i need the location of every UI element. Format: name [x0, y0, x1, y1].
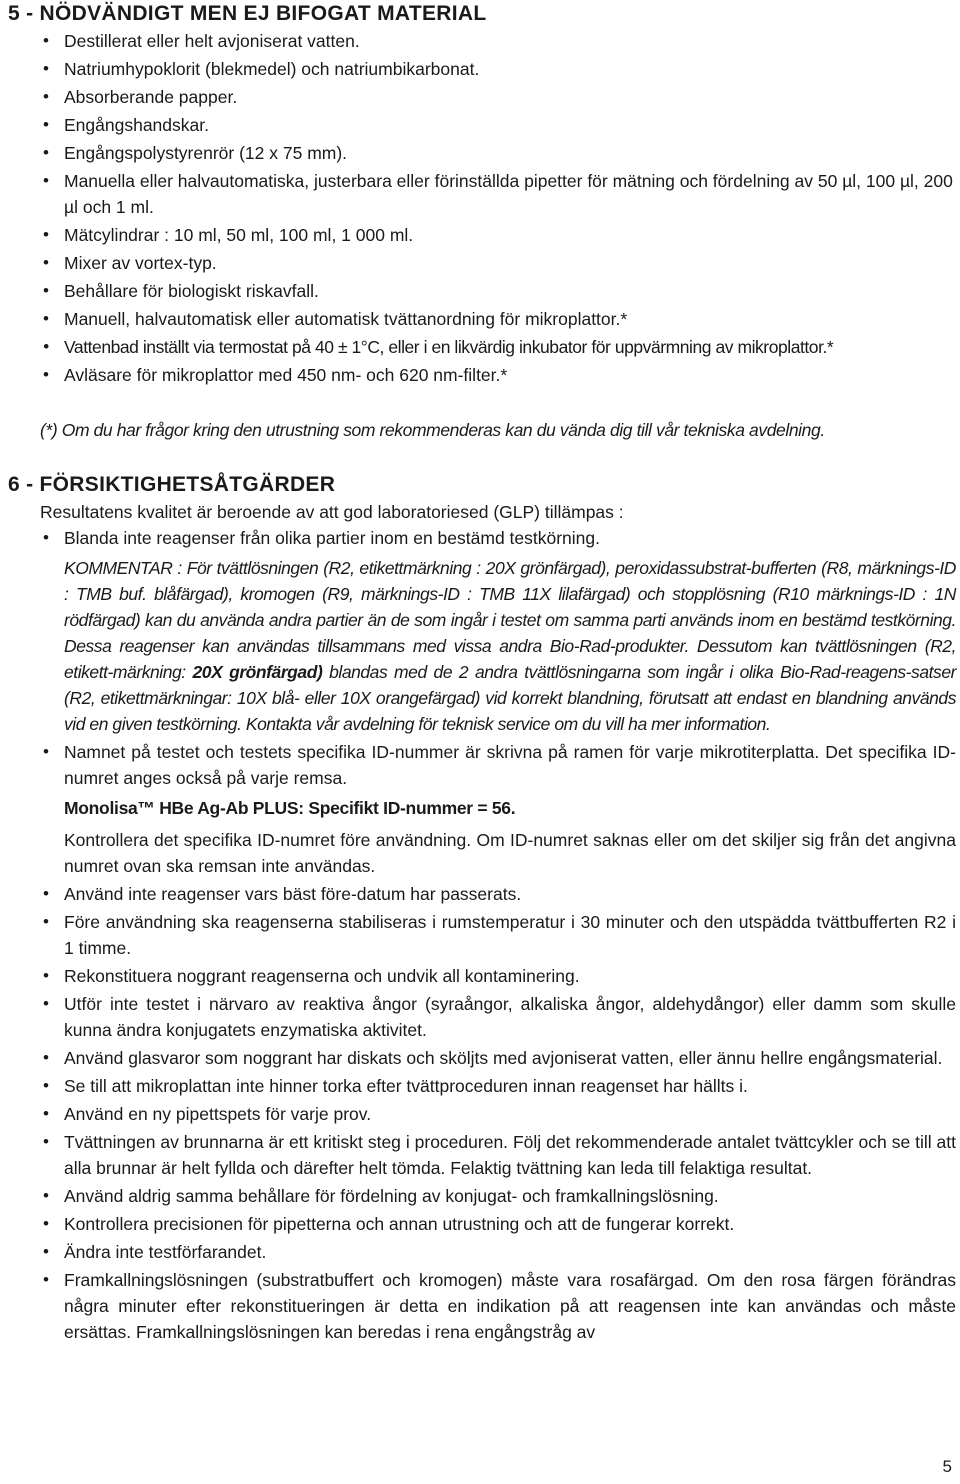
section-6-title: 6 - FÖRSIKTIGHETSÅTGÄRDER [8, 473, 336, 496]
section-6-list [0, 525, 958, 1347]
list-item: • Engångspolystyrenrör (12 x 75 mm). [0, 140, 958, 166]
list-item: • Använd glasvaror som noggrant har diskats och sköljts med avjoniserat vatten, eller ännu hellre engångsmaterial. [0, 1045, 958, 1071]
bullet-icon: • [43, 1242, 49, 1261]
bullet-icon: • [43, 1186, 49, 1205]
bullet-icon: • [43, 528, 49, 547]
bullet-icon: • [43, 884, 49, 903]
id-check-text: Kontrollera det specifika ID-numret före användning. Om ID-numret saknas eller om det skiljer sig från det angivna numret ovan ska remsan inte användas. [64, 830, 956, 876]
list-item: • Vattenbad inställt via termostat på 40 ± 1°C, eller i en likvärdig inkubator för uppvärmning av mikroplattor.* [0, 334, 958, 360]
list-item: • Engångshandskar. [0, 112, 958, 138]
bullet-icon: • [43, 966, 49, 985]
list-item: • Avläsare för mikroplattor med 450 nm- och 620 nm-filter.* [0, 362, 958, 388]
bullet-icon: • [43, 59, 49, 78]
list-item: • Namnet på testet och testets specifika ID-nummer är skrivna på ramen för varje mikrotiterplatta. Det specifika ID-numret anges också på varje remsa. Monolisa™ HBe Ag-Ab PLUS: Specifikt ID-nummer = 56. Kontrollera det specifika ID-numret före användning. Om ID-numret saknas eller om det skiljer sig från det angivna numret ovan ska remsan inte användas. [0, 739, 958, 879]
bullet-icon: • [43, 337, 49, 356]
bullet-icon: • [43, 365, 49, 384]
list-item: • Tvättningen av brunnarna är ett kritiskt steg i proceduren. Följ det rekommenderade antalet tvättcykler och se till att alla brunnar är helt fyllda och därefter helt tömda. Felaktig tvättning kan leda till felaktiga resultat. [0, 1129, 958, 1181]
bullet-icon: • [43, 309, 49, 328]
bullet-icon: • [43, 994, 49, 1013]
bullet-icon: • [43, 115, 49, 134]
list-item: • Mixer av vortex-typ. [0, 250, 958, 276]
bullet-icon: • [43, 281, 49, 300]
bullet-icon: • [43, 31, 49, 50]
list-item: • Blanda inte reagenser från olika partier inom en bestämd testkörning. KOMMENTAR : För tvättlösningen (R2, etikettmärkning : 20X grönfärgad), peroxidassubstrat-bufferten (R8, märknings-ID : TMB buf. blåfärgad), kromogen (R9, märknings-ID : TMB 11X lilafärgad) och stopplösning (R10 märknings-ID : 1N rödfärgad) kan du använda andra partier än de som ingår i testet om samma parti används inom en bestämd testkörning. Dessa reagenser kan användas tillsammans med vissa andra Bio-Rad-produkter. Dessutom kan tvättlösningen (R2, etikett-märkning: 20X grönfärgad) blandas med de 2 andra tvättlösningarna som ingår i olika Bio-Rad-reagens-satser (R2, etikettmärkningar: 10X blå- eller 10X orangefärgad) vid korrekt blandning, förutsatt att endast en blandning används vid en given testkörning. Kontakta vår avdelning för teknisk service om du vill ha mer information. [0, 525, 958, 737]
section-5-title: 5 - NÖDVÄNDIGT MEN EJ BIFOGAT MATERIAL [8, 2, 487, 25]
list-item: • Absorberande papper. [0, 84, 958, 110]
section-5-list [0, 28, 958, 390]
list-item: • Manuell, halvautomatisk eller automatisk tvättanordning för mikroplattor.* [0, 306, 958, 332]
list-item: • Se till att mikroplattan inte hinner torka efter tvättproceduren innan reagenset har hällts i. [0, 1073, 958, 1099]
list-item: • Rekonstituera noggrant reagenserna och undvik all kontaminering. [0, 963, 958, 989]
bullet-icon: • [43, 143, 49, 162]
section-6-intro: Resultatens kvalitet är beroende av att god laboratoriesed (GLP) tillämpas : [40, 502, 624, 522]
bullet-icon: • [43, 87, 49, 106]
comment-emphasis: 20X grönfärgad) [192, 662, 323, 682]
bullet-icon: • [43, 1048, 49, 1067]
bullet-icon: • [43, 1270, 49, 1289]
list-item: • Manuella eller halvautomatiska, justerbara eller förinställda pipetter för mätning och fördelning av 50 µl, 100 µl, 200 µl och 1 ml. [0, 168, 958, 220]
list-item: • Behållare för biologiskt riskavfall. [0, 278, 958, 304]
bullet-icon: • [43, 225, 49, 244]
page-number: 5 [942, 1457, 952, 1476]
bullet-icon: • [43, 1132, 49, 1151]
list-item: • Använd inte reagenser vars bäst före-datum har passerats. [0, 881, 958, 907]
list-item: • Kontrollera precisionen för pipetterna och annan utrustning och att de fungerar korrekt. [0, 1211, 958, 1237]
equipment-footnote: (*) Om du har frågor kring den utrustning som rekommenderas kan du vända dig till vår tekniska avdelning. [40, 420, 825, 440]
bullet-icon: • [43, 1214, 49, 1233]
list-item: • Destillerat eller helt avjoniserat vatten. [0, 28, 958, 54]
list-item: • Före användning ska reagenserna stabiliseras i rumstemperatur i 30 minuter och den utspädda tvättbufferten R2 i 1 timme. [0, 909, 958, 961]
list-item: • Ändra inte testförfarandet. [0, 1239, 958, 1265]
bullet-icon: • [43, 253, 49, 272]
bullet-icon: • [43, 1076, 49, 1095]
bullet-icon: • [43, 742, 49, 761]
list-item: • Framkallningslösningen (substratbuffert och kromogen) måste vara rosafärgad. Om den rosa färgen förändras några minuter efter rekonstitueringen är detta en indikation på att reagensen inte kan användas och måste ersättas. Framkallningslösningen kan beredas i rena engångstråg av [0, 1267, 958, 1345]
list-item: • Använd en ny pipettspets för varje prov. [0, 1101, 958, 1127]
bullet-icon: • [43, 1104, 49, 1123]
bullet-icon: • [43, 171, 49, 190]
list-item: • Natriumhypoklorit (blekmedel) och natriumbikarbonat. [0, 56, 958, 82]
list-item: • Använd aldrig samma behållare för fördelning av konjugat- och framkallningslösning. [0, 1183, 958, 1209]
list-item: • Utför inte testet i närvaro av reaktiva ångor (syraångor, alkaliska ångor, aldehydångor) eller damm som skulle kunna ändra konjugatets enzymatiska aktivitet. [0, 991, 958, 1043]
comment-paragraph: KOMMENTAR : För tvättlösningen (R2, etikettmärkning : 20X grönfärgad), peroxidassubstrat-bufferten (R8, märknings-ID : TMB buf. blåfärgad), kromogen (R9, märknings-ID : TMB 11X lilafärgad) och stopplösning (R10 märknings-ID : 1N rödfärgad) kan du använda andra partier än de som ingår i testet om samma parti används inom en bestämd testkörning. Dessa reagenser kan användas tillsammans med vissa andra Bio-Rad-produkter. Dessutom kan tvättlösningen (R2, etikett-märkning: 20X grönfärgad) blandas med de 2 andra tvättlösningarna som ingår i olika Bio-Rad-reagens-satser (R2, etikettmärkningar: 10X blå- eller 10X orangefärgad) vid korrekt blandning, förutsatt att endast en blandning används vid en given testkörning. Kontakta vår avdelning för teknisk service om du vill ha mer information. [64, 558, 956, 734]
bullet-icon: • [43, 912, 49, 931]
list-item: • Mätcylindrar : 10 ml, 50 ml, 100 ml, 1 000 ml. [0, 222, 958, 248]
specific-id-line: Monolisa™ HBe Ag-Ab PLUS: Specifikt ID-nummer = 56. [64, 798, 516, 818]
